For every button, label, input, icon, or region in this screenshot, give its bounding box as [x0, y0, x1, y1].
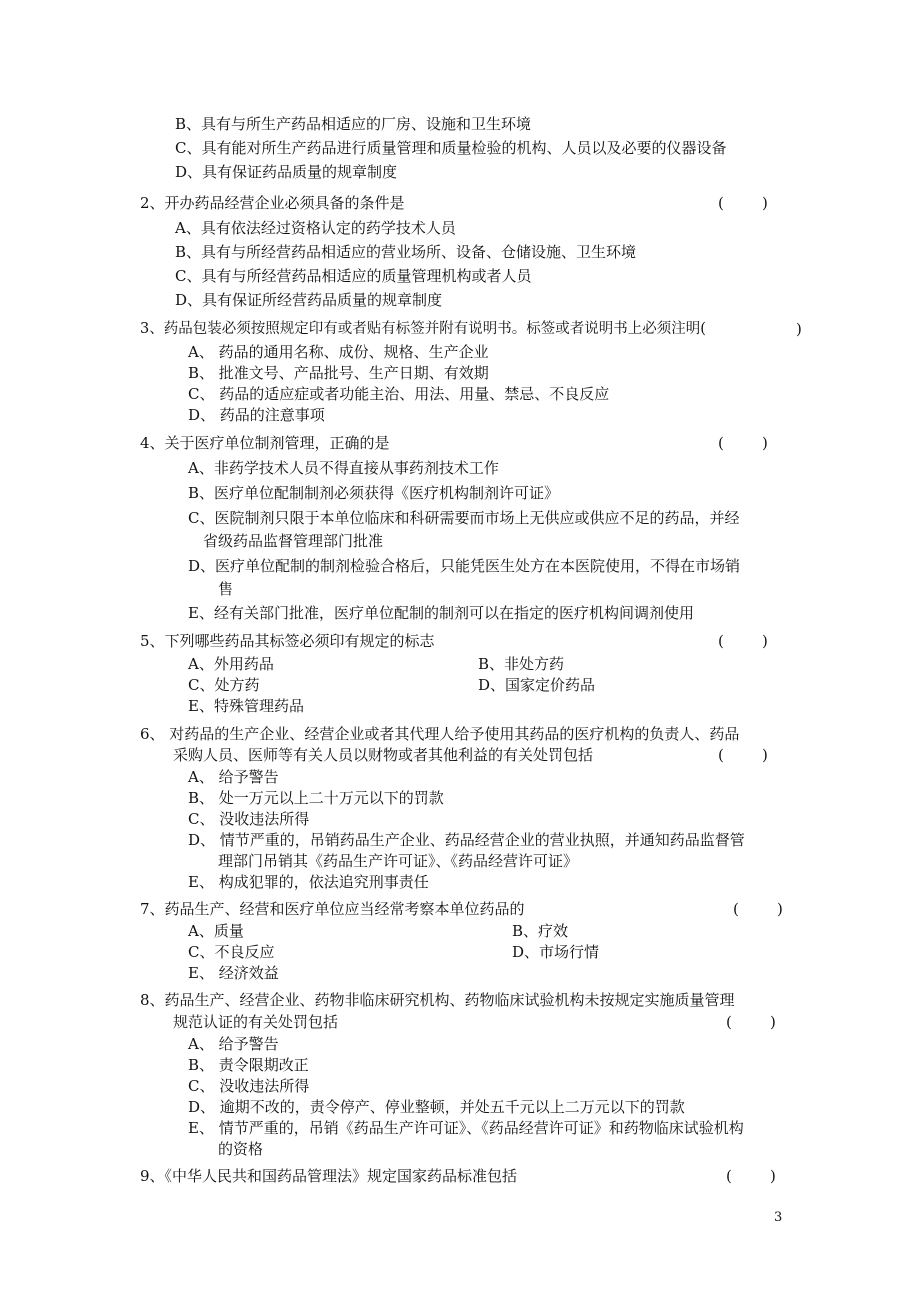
q6-option-d-line2: 理部门吊销其《药品生产许可证》、《药品经营许可证》	[218, 852, 579, 870]
q5-option-c: C、处方药	[188, 676, 260, 694]
q7-stem: 7、药品生产、经营和医疗单位应当经常考察本单位药品的	[140, 900, 525, 918]
q8-option-a: A、 给予警告	[188, 1035, 279, 1053]
q3-option-b: B、 批准文号、产品批号、生产日期、有效期	[188, 364, 489, 382]
q7-answer-paren: ( )	[733, 900, 783, 918]
q5-option-d: D、国家定价药品	[478, 676, 596, 694]
q2-option-c: C、具有与所经营药品相适应的质量管理机构或者人员	[175, 267, 532, 285]
q8-option-c: C、 没收违法所得	[188, 1077, 310, 1095]
q3-option-d: D、 药品的注意事项	[188, 406, 325, 424]
q6-option-a: A、 给予警告	[188, 768, 279, 786]
q6-stem-line2: 采购人员、医师等有关人员以财物或者其他利益的有关处罚包括	[173, 746, 594, 764]
q1-option-b: B、具有与所生产药品相适应的厂房、设施和卫生环境	[175, 115, 532, 133]
q7-option-e: E、 经济效益	[188, 964, 279, 982]
q9-answer-paren: ( )	[726, 1167, 776, 1185]
q5-answer-paren: ( )	[718, 632, 768, 650]
q3-stem: 3、药品包装必须按照规定印有或者贴有标签并附有说明书。标签或者说明书上必须注明(	[140, 321, 706, 337]
q4-option-b: B、医疗单位配制制剂必须获得《医疗机构制剂许可证》	[188, 484, 560, 502]
q7-option-d: D、市场行情	[512, 943, 600, 961]
q2-stem: 2、开办药品经营企业必须具备的条件是	[140, 194, 405, 212]
q5-option-e: E、特殊管理药品	[188, 697, 304, 715]
q2-option-a: A、具有依法经过资格认定的药学技术人员	[175, 219, 456, 237]
q8-option-e-line2: 的资格	[218, 1140, 264, 1158]
q1-option-d: D、具有保证药品质量的规章制度	[175, 163, 398, 181]
q7-option-c: C、不良反应	[188, 943, 275, 961]
q6-option-e: E、 构成犯罪的，依法追究刑事责任	[188, 873, 429, 891]
q4-option-a: A、非药学技术人员不得直接从事药剂技术工作	[188, 459, 499, 477]
q4-option-d-line2: 售	[218, 580, 234, 598]
q5-option-a: A、外用药品	[188, 655, 274, 673]
q1-option-c: C、具有能对所生产药品进行质量管理和质量检验的机构、人员以及必要的仪器设备	[175, 139, 727, 157]
q3-option-c: C、 药品的适应症或者功能主治、用法、用量、禁忌、不良反应	[188, 385, 610, 403]
q5-option-b: B、非处方药	[478, 655, 565, 673]
q7-option-a: A、质量	[188, 922, 244, 940]
q5-stem: 5、下列哪些药品其标签必须印有规定的标志	[140, 632, 435, 650]
q2-answer-paren: ( )	[718, 194, 768, 212]
q4-option-d-line1: D、医疗单位配制的制剂检验合格后，只能凭医生处方在本医院使用，不得在市场销	[188, 557, 741, 575]
q9-stem: 9、《中华人民共和国药品管理法》规定国家药品标准包括	[140, 1167, 518, 1185]
q8-answer-paren: ( )	[726, 1013, 776, 1031]
q4-answer-paren: ( )	[718, 434, 768, 452]
q6-stem-line1: 6、 对药品的生产企业、经营企业或者其代理人给予使用其药品的医疗机构的负责人、药品	[140, 725, 740, 743]
q4-option-c-line1: C、医院制剂只限于本单位临床和科研需要而市场上无供应或供应不足的药品，并经	[188, 509, 740, 527]
q8-stem-line1: 8、药品生产、经营企业、药物非临床研究机构、药物临床试验机构未按规定实施质量管理	[140, 991, 735, 1009]
q8-option-d: D、 逾期不改的，责令停产、停业整顿，并处五千元以上二万元以下的罚款	[188, 1098, 685, 1116]
q3-option-a: A、 药品的通用名称、成份、规格、生产企业	[188, 343, 489, 361]
q8-option-b: B、 责令限期改正	[188, 1056, 309, 1074]
q6-option-b: B、 处一万元以上二十万元以下的罚款	[188, 789, 444, 807]
q8-stem-line2: 规范认证的有关处罚包括	[173, 1013, 339, 1031]
q6-answer-paren: ( )	[718, 746, 768, 764]
q4-option-c-line2: 省级药品监督管理部门批准	[203, 532, 384, 550]
q4-option-e: E、经有关部门批准，医疗单位配制的制剂可以在指定的医疗机构间调剂使用	[188, 604, 694, 622]
q6-option-c: C、 没收违法所得	[188, 810, 310, 828]
q8-option-e-line1: E、 情节严重的，吊销《药品生产许可证》、《药品经营许可证》和药物临床试验机构	[188, 1119, 744, 1137]
q2-option-d: D、具有保证所经营药品质量的规章制度	[175, 291, 443, 309]
q4-stem: 4、关于医疗单位制剂管理，正确的是	[140, 434, 390, 452]
q6-option-d-line1: D、 情节严重的，吊销药品生产企业、药品经营企业的营业执照，并通知药品监督管	[188, 831, 745, 849]
q7-option-b: B、疗效	[512, 922, 569, 940]
q3-answer-paren-close: )	[796, 320, 802, 338]
page-number: 3	[774, 1210, 783, 1225]
q2-option-b: B、具有与所经营药品相适应的营业场所、设备、仓储设施、卫生环境	[175, 243, 637, 261]
